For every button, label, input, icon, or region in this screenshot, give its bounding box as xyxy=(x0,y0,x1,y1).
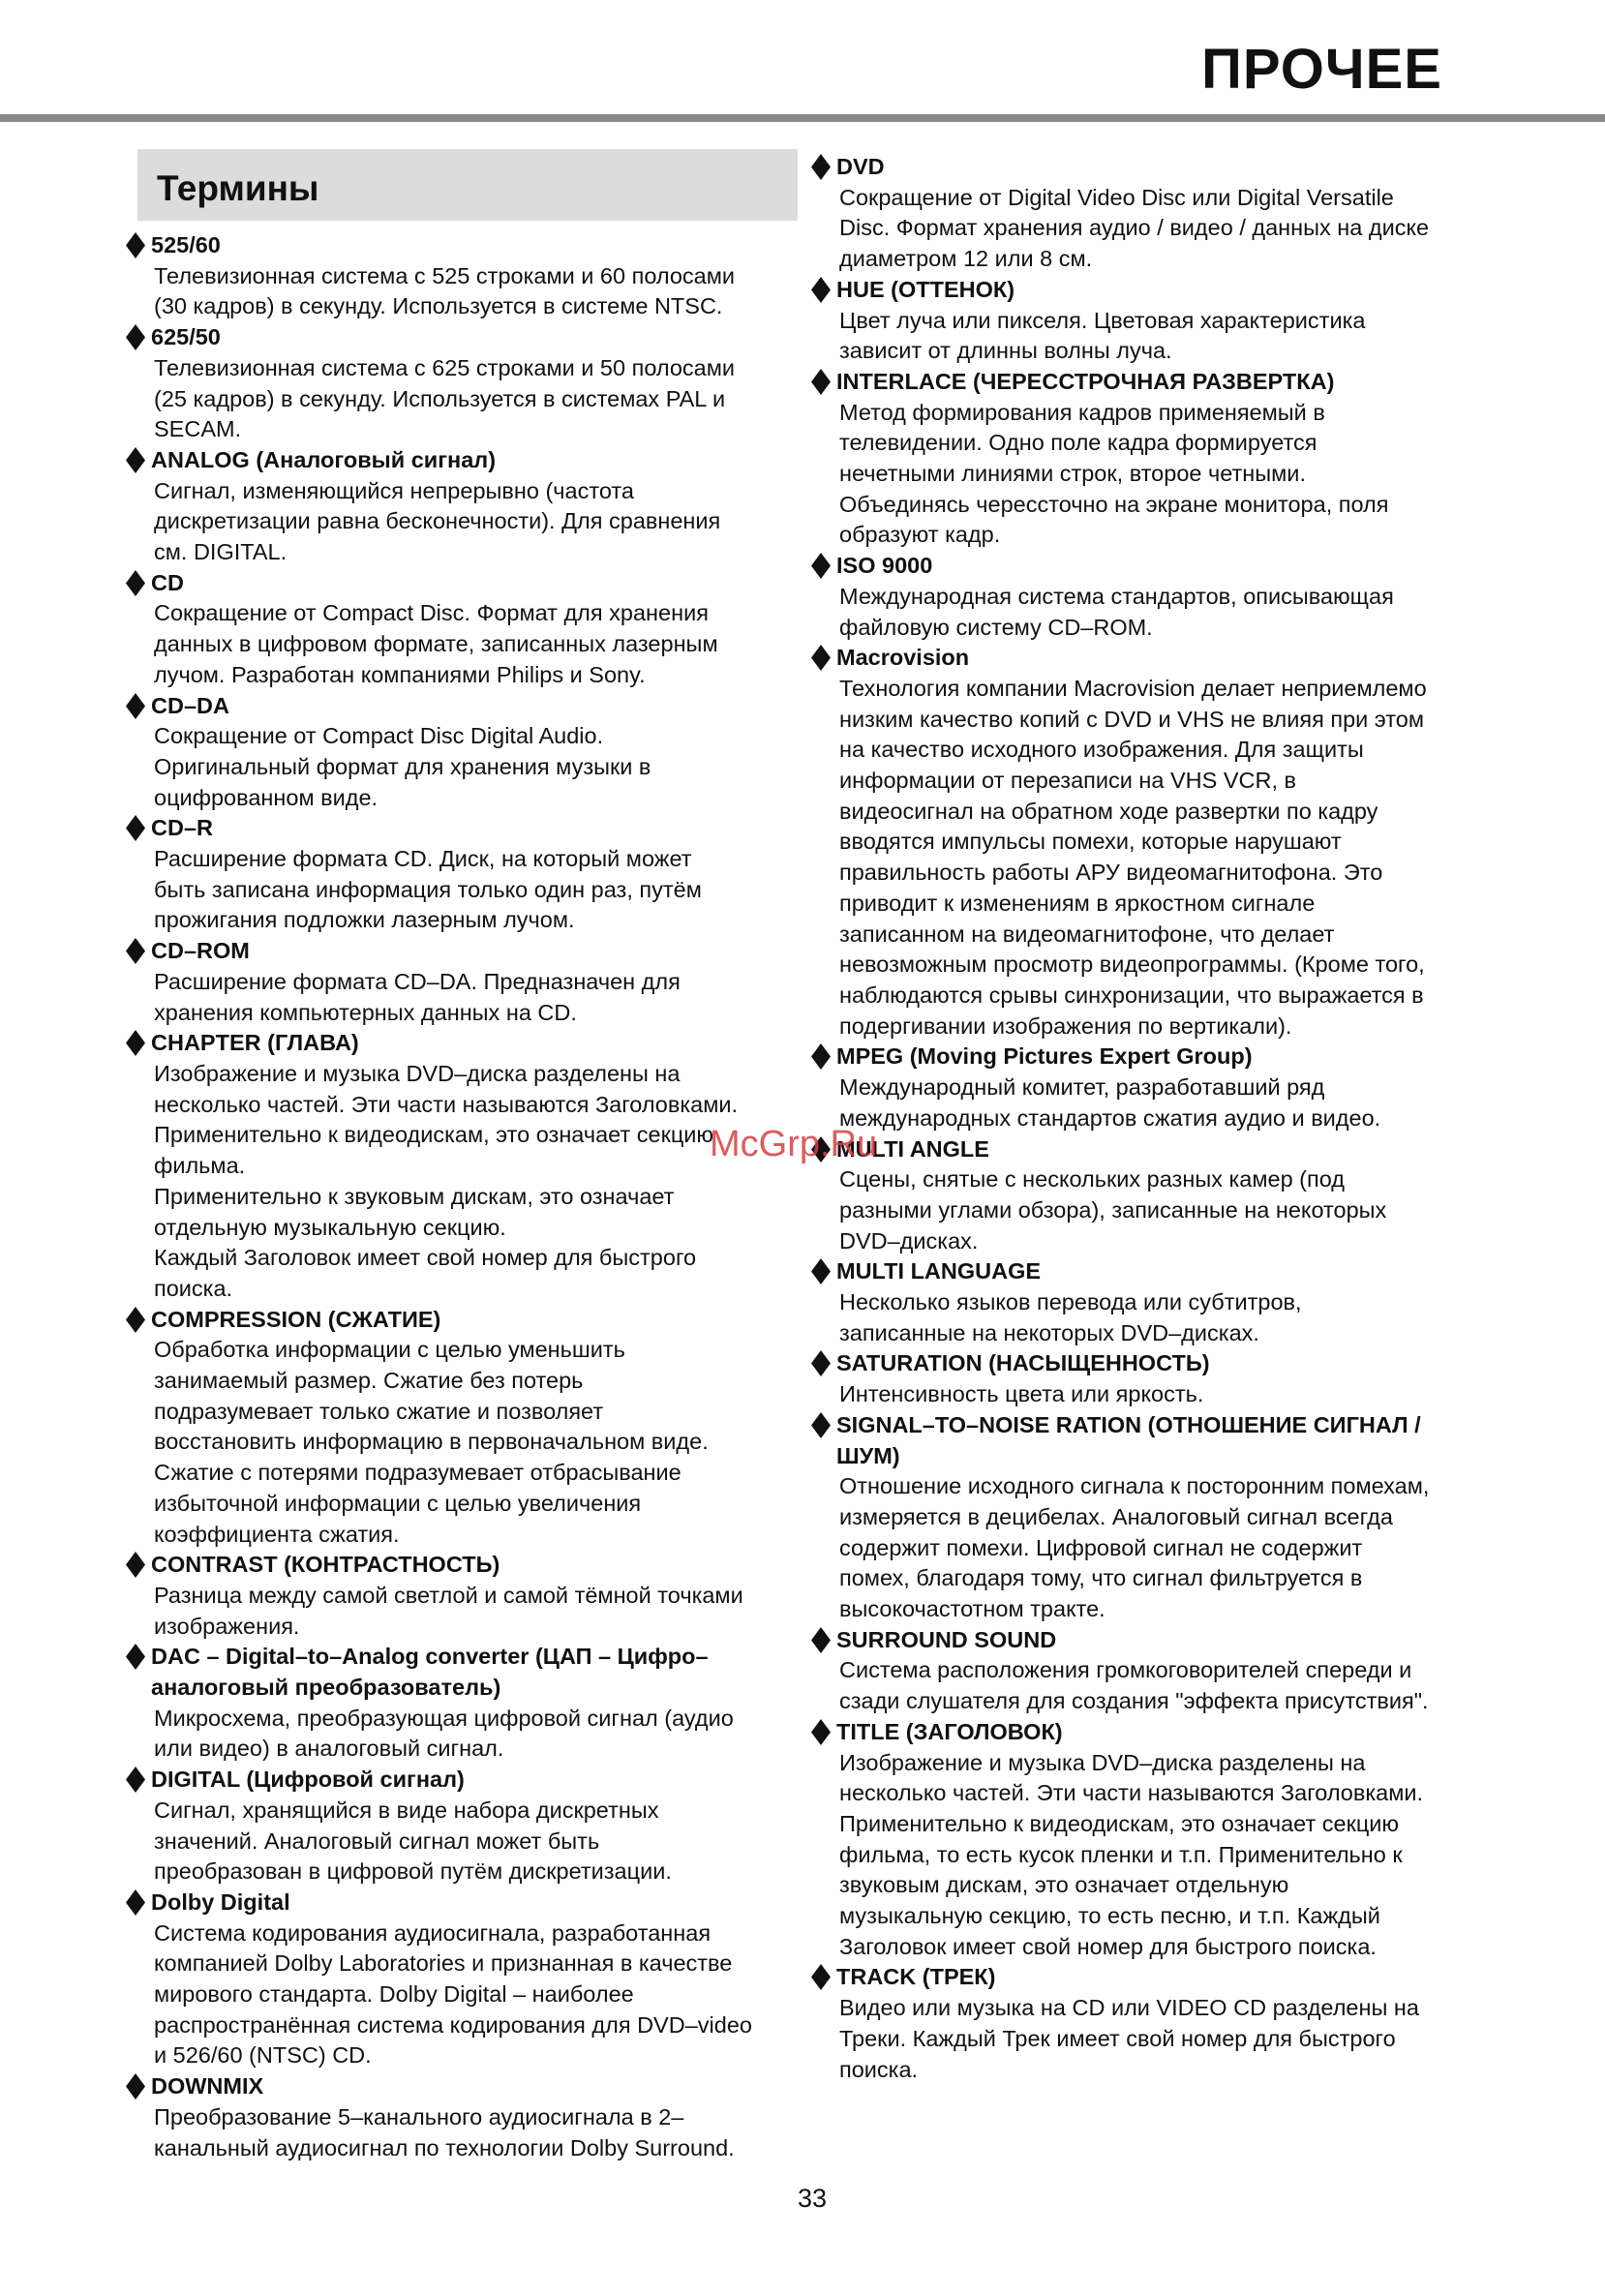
diamond-bullet-icon xyxy=(126,1552,145,1578)
glossary-term: CD xyxy=(151,569,184,595)
glossary-entry xyxy=(126,1642,813,1765)
glossary-definition: Международная система стандартов, описывающая файловую систему CD–ROM. xyxy=(839,583,1394,640)
section-title: Термины xyxy=(157,168,319,208)
diamond-bullet-icon xyxy=(811,369,831,395)
glossary-term: SURROUND SOUND xyxy=(836,1626,1057,1652)
glossary-entry xyxy=(126,2071,813,2163)
glossary-definition: Изображение и музыка DVD–диска разделены на несколько частей. Эти части называются Заголовками. Применительно к видеодискам, это означает секцию фильма, то есть кусок пленки и т.п. Применительно к звуковым дискам, это означает отдельную музыкальную секцию, то есть песню, и т.п. Каждый Заголовок имеет свой номер для быстрого поиска. xyxy=(839,1749,1424,1959)
diamond-bullet-icon xyxy=(811,553,831,579)
diamond-bullet-icon xyxy=(126,1030,145,1056)
glossary-definition: Сокращение от Compact Disc Digital Audio. Оригинальный формат для хранения музыки в оцифрованном виде. xyxy=(154,723,651,810)
glossary-entry xyxy=(811,1348,1500,1409)
glossary-term: SATURATION (НАСЫЩЕННОСТЬ) xyxy=(836,1350,1210,1376)
glossary-term-row xyxy=(811,1625,1500,1656)
glossary-definition: Отношение исходного сигнала к посторонним помехам, измеряется в децибелах. Аналоговый сигнал всегда содержит помехи. Цифровой сигнал не содержит помех, благодаря тому, что сигнал фильтруется в высокочастотном тракте. xyxy=(839,1473,1430,1622)
glossary-term: CONTRAST (КОНТРАСТНОСТЬ) xyxy=(151,1552,500,1578)
glossary-definition: Телевизионная система с 625 строками и 50 полосами (25 кадров) в секунду. Используется в системах PAL и SECAM. xyxy=(154,354,736,442)
diamond-bullet-icon xyxy=(126,1307,145,1333)
glossary-term: Macrovision xyxy=(836,645,970,671)
diamond-bullet-icon xyxy=(126,232,145,258)
glossary-definition: Цвет луча или пикселя. Цветовая характеристика зависит от длинны волны луча. xyxy=(839,307,1366,364)
glossary-term-row xyxy=(126,568,813,599)
diamond-bullet-icon xyxy=(811,1627,831,1653)
glossary-entry xyxy=(126,568,813,691)
glossary-definition: Сокращение от Compact Disc. Формат для хранения данных в цифровом формате, записанных лазерным лучом. Разработан компаниями Philips и Sony. xyxy=(154,600,718,687)
glossary-term-row xyxy=(811,1962,1500,1993)
glossary-entry xyxy=(811,1042,1500,1133)
glossary-term: DIGITAL (Цифровой сигнал) xyxy=(151,1767,465,1793)
glossary-definition: Расширение формата CD. Диск, на который может быть записана информация только один раз, путём прожигания подложки лазерным лучом. xyxy=(154,846,702,933)
glossary-entry xyxy=(811,275,1500,367)
glossary-definition: Система расположения громкоговорителей спереди и сзади слушателя для создания "эффекта присутствия". xyxy=(839,1657,1429,1714)
glossary-entry xyxy=(126,1028,813,1304)
diamond-bullet-icon xyxy=(126,324,145,350)
glossary-entry xyxy=(126,691,813,814)
diamond-bullet-icon xyxy=(126,1767,145,1793)
glossary-definition: Преобразование 5–канального аудиосигнала в 2– канальный аудиосигнал по технологии Dolby Surround. xyxy=(154,2103,735,2160)
diamond-bullet-icon xyxy=(126,815,145,841)
glossary-term-row xyxy=(126,230,813,261)
glossary-term-row xyxy=(811,367,1500,398)
glossary-term: 525/60 xyxy=(151,232,221,257)
glossary-term: CD–R xyxy=(151,815,213,841)
glossary-term: CHAPTER (ГЛАВА) xyxy=(151,1030,359,1056)
glossary-term-row xyxy=(126,1305,813,1336)
right-column xyxy=(811,152,1500,2085)
glossary-entry xyxy=(811,551,1500,643)
glossary-term-row xyxy=(126,1550,813,1581)
glossary-term-row xyxy=(811,275,1500,306)
glossary-definition: Микросхема, преобразующая цифровой сигнал (аудио или видео) в аналоговый сигнал. xyxy=(154,1705,734,1762)
glossary-term: CD–ROM xyxy=(151,938,250,964)
glossary-definition: Видео или музыка на CD или VIDEO CD разделены на Треки. Каждый Трек имеет свой номер для быстрого поиска. xyxy=(839,1995,1419,2082)
glossary-term-row xyxy=(811,1717,1500,1748)
glossary-definition: Сцены, снятые с нескольких разных камер (под разными углами обзора), записанные на некоторых DVD–дисках. xyxy=(839,1166,1387,1254)
glossary-term: Dolby Digital xyxy=(151,1888,290,1915)
diamond-bullet-icon xyxy=(811,1964,831,1990)
glossary-term: MULTI LANGUAGE xyxy=(836,1258,1042,1284)
glossary-entry xyxy=(126,1550,813,1642)
diamond-bullet-icon xyxy=(811,1258,831,1284)
glossary-term-row xyxy=(811,1256,1500,1287)
glossary-term: DOWNMIX xyxy=(151,2073,264,2100)
diamond-bullet-icon xyxy=(811,645,831,671)
glossary-term: MPEG (Moving Pictures Expert Group) xyxy=(836,1043,1253,1070)
glossary-entry xyxy=(126,936,813,1028)
glossary-term: DAC – Digital–to–Analog converter (ЦАП – Цифро– аналоговый преобразователь) xyxy=(151,1644,709,1701)
glossary-entry xyxy=(126,445,813,568)
glossary-entry xyxy=(126,1888,813,2071)
section-heading-box xyxy=(137,149,798,221)
glossary-term-row xyxy=(126,1028,813,1059)
glossary-entry xyxy=(811,1625,1500,1717)
glossary-definition: Сигнал, изменяющийся непрерывно (частота дискретизации равна бесконечности). Для сравнения см. DIGITAL. xyxy=(154,477,721,565)
glossary-definition: Расширение формата CD–DA. Предназначен для хранения компьютерных данных на CD. xyxy=(154,968,681,1025)
glossary-term: TRACK (ТРЕК) xyxy=(836,1964,996,1990)
glossary-term: SIGNAL–TO–NOISE RATION (ОТНОШЕНИЕ СИГНАЛ / ШУМ) xyxy=(836,1411,1421,1468)
diamond-bullet-icon xyxy=(126,447,145,473)
diamond-bullet-icon xyxy=(126,570,145,596)
diamond-bullet-icon xyxy=(811,1350,831,1376)
glossary-term: ANALOG (Аналоговый сигнал) xyxy=(151,446,497,472)
glossary-entry xyxy=(126,813,813,936)
glossary-definition: Интенсивность цвета или яркость. xyxy=(839,1381,1204,1407)
diamond-bullet-icon xyxy=(811,277,831,303)
glossary-definition: Сигнал, хранящийся в виде набора дискретных значений. Аналоговый сигнал может быть преобразован в цифровой путём дискретизации. xyxy=(154,1797,672,1885)
glossary-definition: Сокращение от Digital Video Disc или Digital Versatile Disc. Формат хранения аудио / видео / данных на диске диаметром 12 или 8 см. xyxy=(839,184,1430,272)
page-number: 33 xyxy=(798,2184,828,2213)
glossary-term-row xyxy=(126,813,813,844)
glossary-entry xyxy=(811,1134,1500,1257)
glossary-entry xyxy=(811,1256,1500,1348)
glossary-entry xyxy=(811,152,1500,275)
glossary-term-row xyxy=(126,936,813,967)
glossary-definition: Технология компании Macrovision делает неприемлемо низким качество копий с DVD и VHS не влияя при этом на качество исходного изображения. Для защиты информации от перезаписи на VHS VCR, в видеосигнал на обратном ходе развертки по кадру вводятся импульсы помехи, которые нарушают правильность работы АРУ видеомагнитофона. Это приводит к изменениям в яркостном сигнале записанном на видеомагнитофоне, что делает невозможным просмотр видеопрограммы. (Кроме того, наблюдаются срывы синхронизации, что выражается в подергивании изображения по вертикали). xyxy=(839,675,1427,1039)
glossary-entry xyxy=(126,322,813,445)
glossary-term-row xyxy=(811,1348,1500,1379)
glossary-term-row xyxy=(126,322,813,353)
glossary-term: MULTI ANGLE xyxy=(836,1135,989,1162)
diamond-bullet-icon xyxy=(811,1719,831,1745)
glossary-term-row xyxy=(126,445,813,476)
left-column xyxy=(126,230,813,2163)
glossary-term-row xyxy=(811,152,1500,183)
glossary-definition: Разница между самой светлой и самой тёмной точками изображения. xyxy=(154,1582,743,1639)
glossary-term-row xyxy=(126,2071,813,2102)
glossary-term-row xyxy=(811,1410,1500,1471)
glossary-term-row xyxy=(811,1134,1500,1165)
glossary-entry xyxy=(811,643,1500,1042)
glossary-term-row xyxy=(126,1642,813,1703)
glossary-term-row xyxy=(811,1042,1500,1072)
diamond-bullet-icon xyxy=(126,1889,145,1916)
glossary-term: CD–DA xyxy=(151,692,229,718)
glossary-term: COMPRESSION (СЖАТИЕ) xyxy=(151,1306,441,1332)
diamond-bullet-icon xyxy=(126,938,145,964)
glossary-entry xyxy=(811,1717,1500,1963)
glossary-term: INTERLACE (ЧЕРЕССТРОЧНАЯ РАЗВЕРТКА) xyxy=(836,368,1335,394)
glossary-term: ISO 9000 xyxy=(836,553,933,579)
page-title: ПРОЧЕЕ xyxy=(1201,38,1442,101)
glossary-definition: Обработка информации с целью уменьшить занимаемый размер. Сжатие без потерь подразумевает только сжатие и позволяет восстановить информацию в первоначальном виде. Сжатие с потерями подразумевает отбрасывание избыточной информации с целью увеличения коэффициента сжатия. xyxy=(154,1337,709,1547)
glossary-entry xyxy=(811,1962,1500,2085)
header-divider xyxy=(0,114,1605,122)
diamond-bullet-icon xyxy=(811,1043,831,1070)
glossary-entry xyxy=(126,1765,813,1888)
glossary-entry xyxy=(811,1410,1500,1625)
glossary-term: 625/50 xyxy=(151,324,221,350)
diamond-bullet-icon xyxy=(811,154,831,180)
glossary-term-row xyxy=(126,1765,813,1796)
glossary-entry xyxy=(126,1305,813,1551)
glossary-definition: Изображение и музыка DVD–диска разделены на несколько частей. Эти части называются Заголовками. Применительно к видеодискам, это означает секцию фильма. Применительно к звуковым дискам, это означает отдельную музыкальную секцию. Каждый Заголовок имеет свой номер для быстрого поиска. xyxy=(154,1060,739,1301)
glossary-term-row xyxy=(811,551,1500,582)
glossary-term-row xyxy=(126,691,813,722)
glossary-term-row xyxy=(126,1888,813,1918)
glossary-term: DVD xyxy=(836,154,885,179)
glossary-entry xyxy=(126,230,813,322)
diamond-bullet-icon xyxy=(811,1412,831,1438)
glossary-definition: Несколько языков перевода или субтитров, записанные на некоторых DVD–дисках. xyxy=(839,1289,1302,1345)
watermark: McGrp.Ru xyxy=(710,1124,878,1164)
glossary-definition: Метод формирования кадров применяемый в телевидении. Одно поле кадра формируется нечетными линиями строк, второе четными. Объединясь черессточно на экране монитора, поля образуют кадр. xyxy=(839,399,1389,548)
glossary-term: HUE (ОТТЕНОК) xyxy=(836,276,1015,302)
glossary-entry xyxy=(811,367,1500,551)
glossary-definition: Телевизионная система с 525 строками и 60 полосами (30 кадров) в секунду. Используется в системе NTSC. xyxy=(154,262,736,319)
diamond-bullet-icon xyxy=(126,2073,145,2100)
glossary-definition: Международный комитет, разработавший ряд международных стандартов сжатия аудио и видео. xyxy=(839,1074,1381,1131)
glossary-term: TITLE (ЗАГОЛОВОК) xyxy=(836,1718,1063,1744)
glossary-definition: Система кодирования аудиосигнала, разработанная компанией Dolby Laboratories и признанная в качестве мирового стандарта. Dolby Digital – наиболее распространённая система кодирования для DVD–video и 526/60 (NTSC) CD. xyxy=(154,1919,752,2069)
diamond-bullet-icon xyxy=(126,693,145,719)
glossary-term-row xyxy=(811,643,1500,674)
diamond-bullet-icon xyxy=(126,1644,145,1670)
